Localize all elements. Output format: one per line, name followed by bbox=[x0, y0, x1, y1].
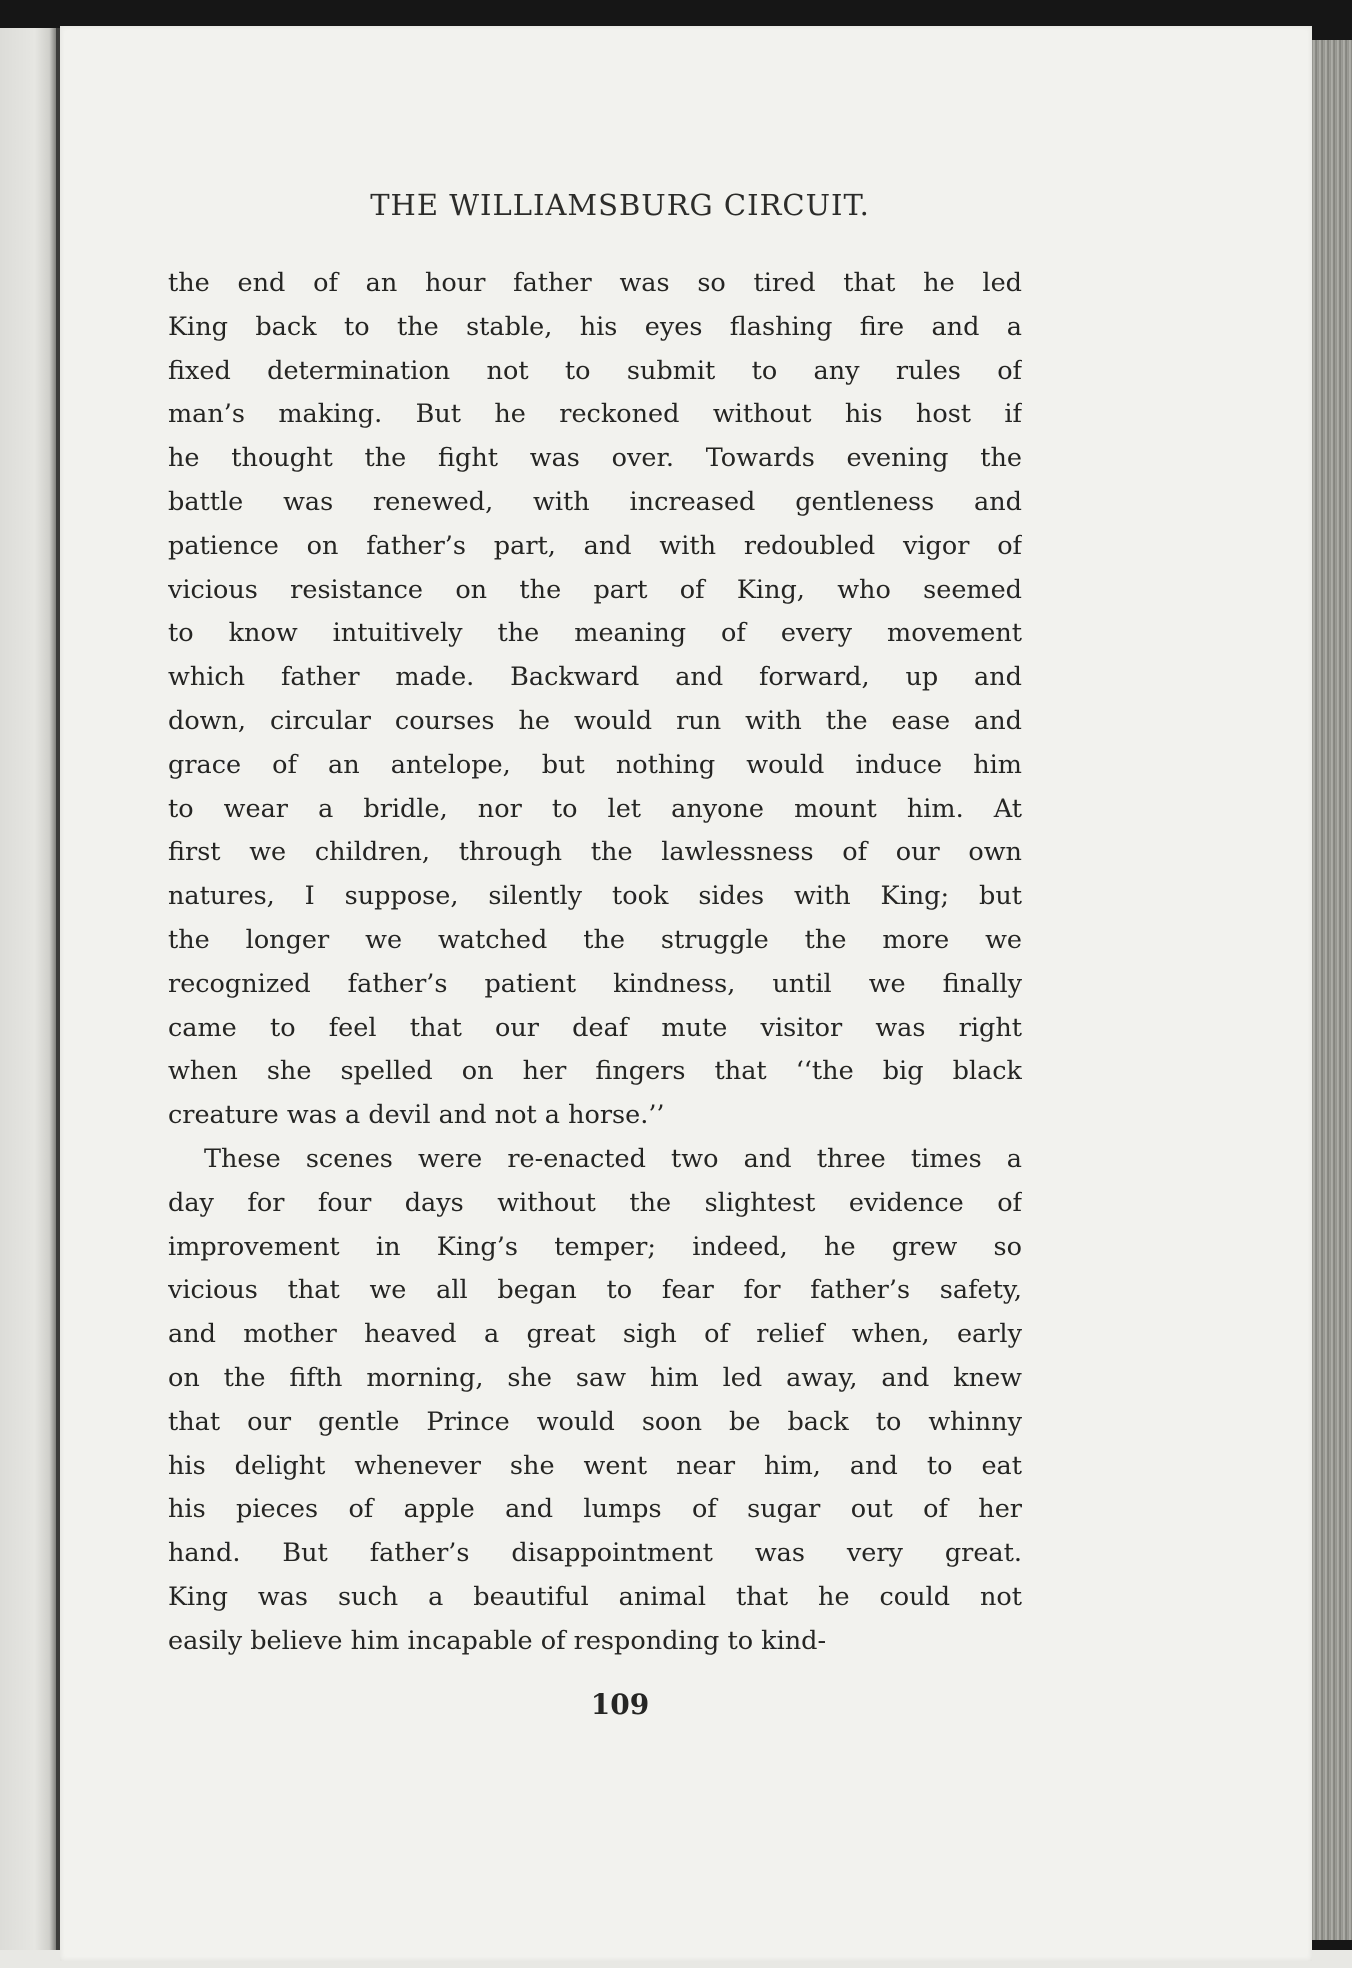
facing-page-edge bbox=[0, 28, 58, 1963]
body-text bbox=[168, 262, 1022, 1664]
text-line: King back to the stable, his eyes flashing fire and a bbox=[168, 311, 1022, 342]
text-line: easily believe him incapable of responding to kind- bbox=[168, 1625, 827, 1656]
text-line: natures, I suppose, silently took sides with King; but bbox=[168, 881, 1022, 912]
text-line: the longer we watched the struggle the more we bbox=[168, 924, 1022, 955]
text-line: to wear a bridle, nor to let anyone mount him. At bbox=[168, 793, 1022, 824]
text-line: vicious that we all began to fear for father’s safety, bbox=[168, 1275, 1022, 1306]
text-line: improvement in King’s temper; indeed, he grew so bbox=[168, 1231, 1022, 1262]
text-line: King was such a beautiful animal that he could not bbox=[168, 1581, 1022, 1612]
text-line: which father made. Backward and forward, up and bbox=[168, 662, 1022, 693]
text-line: patience on father’s part, and with redoubled vigor of bbox=[168, 530, 1022, 561]
text-line: when she spelled on her fingers that ‘‘the big black bbox=[168, 1056, 1022, 1087]
text-line: down, circular courses he would run with the ease and bbox=[168, 705, 1022, 736]
page-number: 109 bbox=[590, 1688, 650, 1721]
text-line: to know intuitively the meaning of every movement bbox=[168, 618, 1022, 649]
text-line: his delight whenever she went near him, and to eat bbox=[168, 1450, 1022, 1481]
text-line: first we children, through the lawlessness of our own bbox=[168, 837, 1022, 868]
text-line: recognized father’s patient kindness, until we finally bbox=[168, 968, 1022, 999]
text-line: man’s making. But he reckoned without his host if bbox=[168, 399, 1022, 430]
text-line: on the fifth morning, she saw him led away, and knew bbox=[168, 1362, 1022, 1393]
running-head: THE WILLIAMSBURG CIRCUIT. bbox=[370, 188, 870, 222]
text-line: vicious resistance on the part of King, who seemed bbox=[168, 574, 1022, 605]
text-line: creature was a devil and not a horse.’’ bbox=[168, 1100, 665, 1131]
text-line: his pieces of apple and lumps of sugar out of her bbox=[168, 1494, 1022, 1525]
text-line: These scenes were re-enacted two and three times a bbox=[204, 1143, 1022, 1174]
text-line: came to feel that our deaf mute visitor was right bbox=[168, 1012, 1022, 1043]
text-line: fixed determination not to submit to any rules of bbox=[168, 355, 1022, 386]
text-line: he thought the fight was over. Towards evening the bbox=[168, 443, 1022, 474]
text-line: the end of an hour father was so tired that he led bbox=[168, 268, 1022, 298]
text-line: and mother heaved a great sigh of relief when, early bbox=[168, 1319, 1022, 1350]
text-line: day for four days without the slightest evidence of bbox=[168, 1187, 1022, 1218]
text-line: grace of an antelope, but nothing would induce him bbox=[168, 749, 1022, 780]
text-line: battle was renewed, with increased gentleness and bbox=[168, 486, 1022, 517]
text-line: that our gentle Prince would soon be back to whinny bbox=[168, 1406, 1022, 1437]
page-block-edge bbox=[1312, 40, 1352, 1940]
text-line: hand. But father’s disappointment was very great. bbox=[168, 1538, 1022, 1569]
